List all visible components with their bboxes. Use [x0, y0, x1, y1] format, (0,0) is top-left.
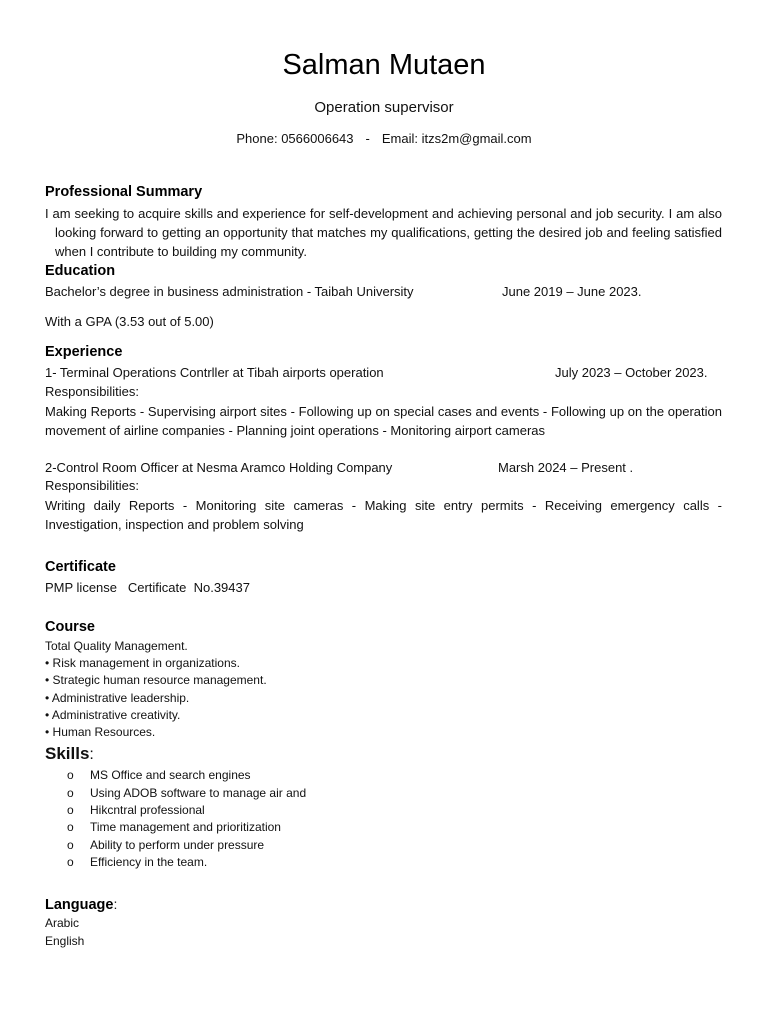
course-item: • Human Resources.	[45, 725, 156, 739]
skill-bullet-icon: o	[67, 768, 74, 782]
skill-item: Time management and prioritization	[90, 820, 281, 834]
language-colon: :	[113, 896, 118, 912]
skill-item: MS Office and search engines	[90, 768, 251, 782]
skill-bullet-icon: o	[67, 786, 74, 800]
course-heading: Course	[45, 619, 95, 635]
phone-text: Phone: 0566006643	[236, 131, 354, 146]
job-2-resp-text: Writing daily Reports - Monitoring site cameras - Making site entry permits - Receiving emergency calls - Investigation, inspection and problem solving	[45, 498, 722, 532]
skill-bullet-icon: o	[67, 820, 74, 834]
job-2-dates: Marsh 2024 – Present .	[498, 460, 634, 475]
job-1-resp-label: Responsibilities:	[45, 384, 139, 399]
language-item: Arabic	[45, 916, 80, 930]
language-item: English	[45, 934, 85, 948]
certificate-text: PMP license Certificate No.39437	[45, 580, 250, 595]
job-1-title: 1- Terminal Operations Contrller at Tibah airports operation	[45, 365, 384, 380]
education-degree: Bachelor’s degree in business administration - Taibah University	[45, 284, 414, 299]
skills-heading-line	[45, 744, 94, 764]
summary-text: I am seeking to acquire skills and experience for self-development and achieving personal and job security. I am also looking forward to getting an opportunity that matches my qualifications, getting the desired job and feeling satisfied when I contribute to building my community.	[45, 206, 722, 259]
job-2-title: 2-Control Room Officer at Nesma Aramco Holding Company	[45, 460, 393, 475]
skill-item: Using ADOB software to manage air and	[90, 786, 307, 800]
job-1-resp-text: Making Reports - Supervising airport sites - Following up on special cases and events - Following up on the operation movement of airline companies - Planning joint operations - Monitoring airport cameras	[45, 404, 722, 438]
job-1-dates: July 2023 – October 2023.	[555, 365, 708, 380]
email-text: Email: itzs2m@gmail.com	[381, 131, 532, 146]
course-item: Total Quality Management.	[45, 639, 188, 653]
person-name: Salman Mutaen	[282, 49, 486, 81]
skill-bullet-icon: o	[67, 855, 74, 869]
skill-bullet-icon: o	[67, 838, 74, 852]
skill-bullet-icon: o	[67, 803, 74, 817]
language-heading-line	[45, 896, 117, 914]
education-heading: Education	[45, 263, 116, 279]
skill-item: Hikcntral professional	[90, 803, 205, 817]
course-item: • Administrative leadership.	[45, 691, 190, 705]
job-2-resp-label: Responsibilities:	[45, 478, 139, 493]
skills-heading: Skills	[45, 744, 90, 763]
experience-heading: Experience	[45, 344, 123, 360]
contact-line	[0, 131, 768, 146]
summary-heading: Professional Summary	[45, 184, 203, 200]
course-item: • Administrative creativity.	[45, 708, 181, 722]
skill-item: Ability to perform under pressure	[90, 838, 265, 852]
contact-separator: -	[365, 131, 370, 146]
language-heading: Language	[45, 897, 114, 913]
education-gpa: With a GPA (3.53 out of 5.00)	[45, 314, 214, 329]
job-title: Operation supervisor	[314, 99, 454, 116]
skill-item: Efficiency in the team.	[90, 855, 208, 869]
course-item: • Risk management in organizations.	[45, 656, 240, 670]
education-dates: June 2019 – June 2023.	[502, 284, 642, 299]
certificate-heading: Certificate	[45, 559, 116, 575]
course-item: • Strategic human resource management.	[45, 673, 267, 687]
skills-colon: :	[89, 746, 94, 763]
